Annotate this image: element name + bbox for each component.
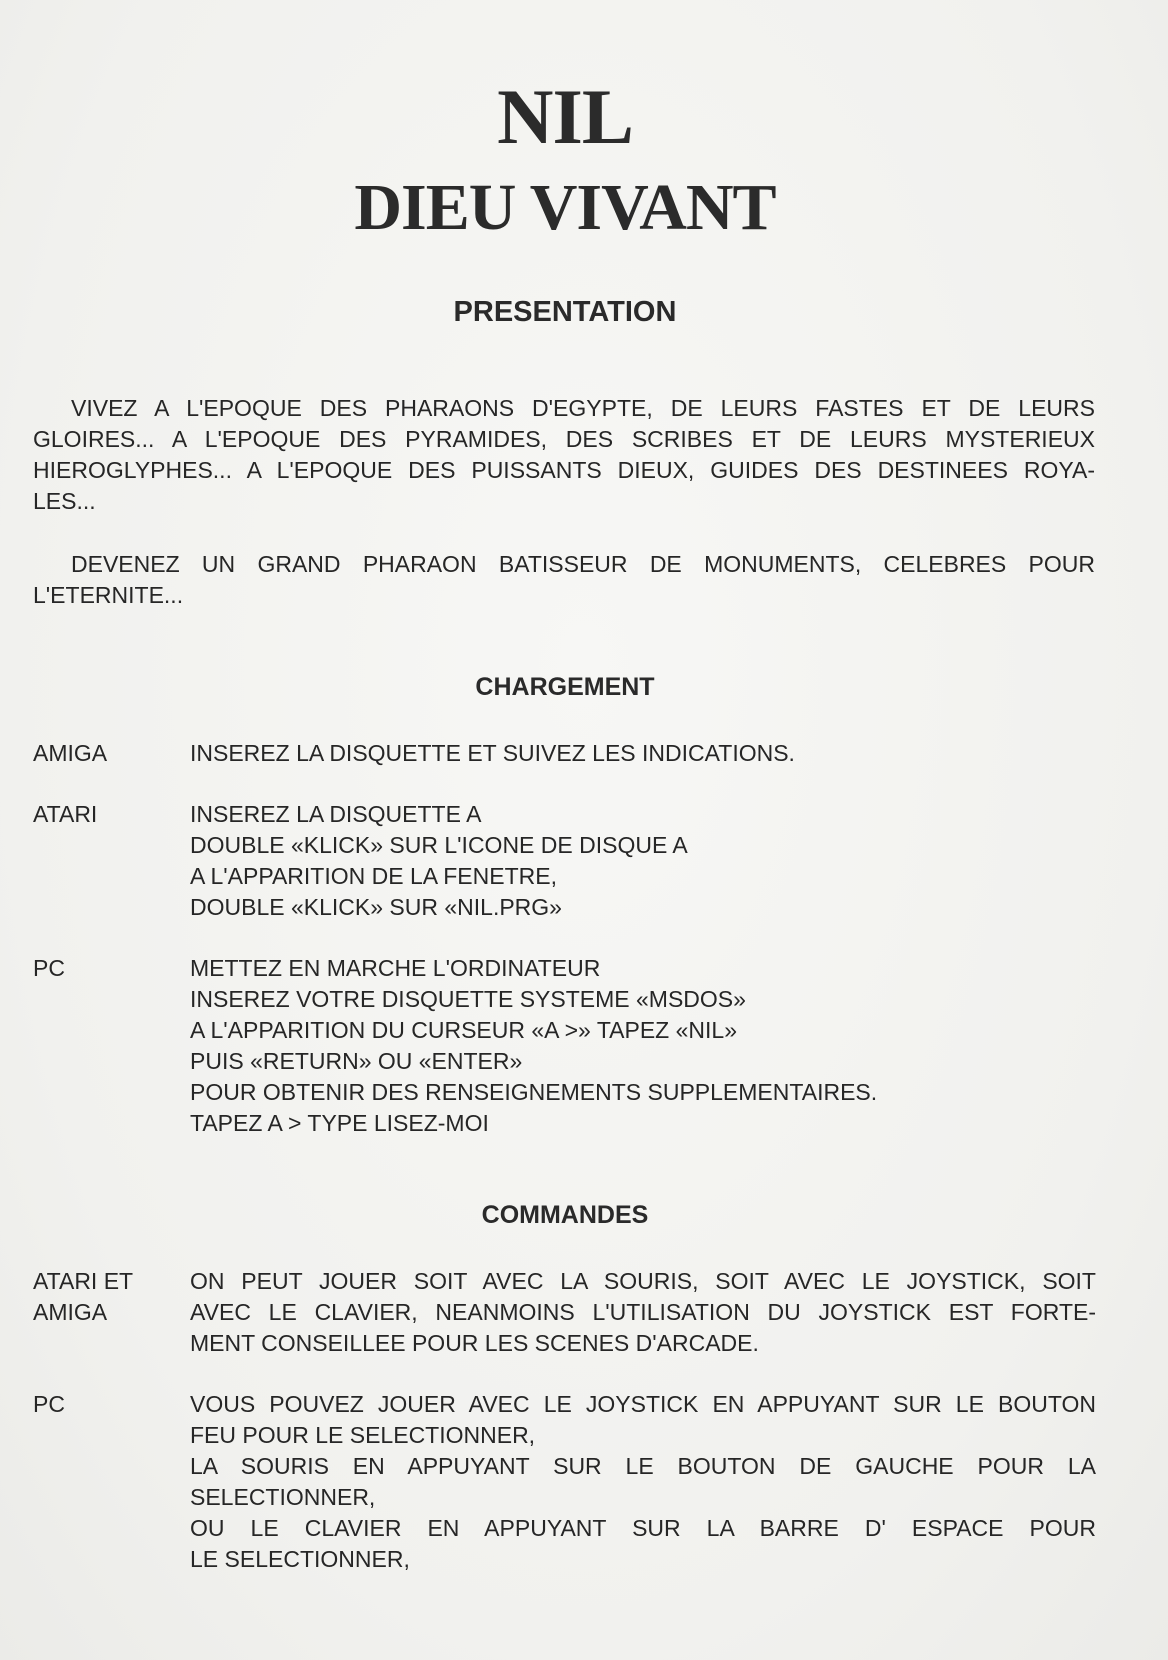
text-line: POUR OBTENIR DES RENSEIGNEMENTS SUPPLEMENTAIRES.: [190, 1079, 878, 1105]
text-line: MENT CONSEILLEE POUR LES SCENES D'ARCADE.: [190, 1330, 759, 1356]
text-line: INSEREZ VOTRE DISQUETTE SYSTEME «MSDOS»: [190, 986, 746, 1012]
label-line: PC: [33, 955, 65, 981]
instruction-text: [190, 1266, 1096, 1359]
text-line: METTEZ EN MARCHE L'ORDINATEUR: [190, 955, 601, 981]
text-line: GLOIRES... A L'EPOQUE DES PYRAMIDES, DES SCRIBES ET DE LEURS MYSTERIEUX: [33, 426, 1095, 452]
label-line: AMIGA: [33, 1299, 108, 1325]
text-line: FEU POUR LE SELECTIONNER,: [190, 1422, 536, 1448]
label-line: ATARI ET: [33, 1268, 134, 1294]
instruction-text: [190, 1389, 1096, 1575]
instruction-text: [190, 799, 1096, 923]
platform-label: [33, 953, 183, 984]
text-line: LES...: [33, 488, 96, 514]
text-line: PUIS «RETURN» OU «ENTER»: [190, 1048, 523, 1074]
presentation-heading: PRESENTATION: [453, 296, 677, 328]
text-line: VOUS POUVEZ JOUER AVEC LE JOYSTICK EN APPUYANT SUR LE BOUTON: [190, 1391, 1096, 1417]
label-line: ATARI: [33, 801, 98, 827]
commandes-heading: COMMANDES: [481, 1201, 649, 1229]
text-line: OU LE CLAVIER EN APPUYANT SUR LA BARRE D' ESPACE POUR: [190, 1515, 1096, 1541]
text-line: SELECTIONNER,: [190, 1484, 376, 1510]
platform-label: [33, 1389, 183, 1420]
text-line: A L'APPARITION DE LA FENETRE,: [190, 863, 557, 889]
presentation-paragraph-1: [33, 393, 1095, 517]
label-line: AMIGA: [33, 740, 108, 766]
text-line: ON PEUT JOUER SOIT AVEC LA SOURIS, SOIT AVEC LE JOYSTICK, SOIT: [190, 1268, 1096, 1294]
text-line: TAPEZ A > TYPE LISEZ-MOI: [190, 1110, 489, 1136]
text-line: INSEREZ LA DISQUETTE ET SUIVEZ LES INDICATIONS.: [190, 740, 795, 766]
text-line: INSEREZ LA DISQUETTE A: [190, 801, 482, 827]
label-line: PC: [33, 1391, 65, 1417]
game-title: NIL: [497, 73, 633, 160]
platform-label: [33, 799, 183, 830]
game-subtitle: DIEU VIVANT: [354, 171, 776, 244]
text-line: L'ETERNITE...: [33, 582, 184, 608]
text-line: VIVEZ A L'EPOQUE DES PHARAONS D'EGYPTE, DE LEURS FASTES ET DE LEURS: [71, 395, 1095, 421]
platform-label: [33, 738, 183, 769]
text-line: LE SELECTIONNER,: [190, 1546, 410, 1572]
chargement-heading: CHARGEMENT: [475, 673, 655, 701]
text-line: DOUBLE «KLICK» SUR L'ICONE DE DISQUE A: [190, 832, 688, 858]
text-line: LA SOURIS EN APPUYANT SUR LE BOUTON DE GAUCHE POUR LA: [190, 1453, 1096, 1479]
presentation-paragraph-2: [33, 549, 1095, 611]
text-line: AVEC LE CLAVIER, NEANMOINS L'UTILISATION DU JOYSTICK EST FORTE-: [190, 1299, 1096, 1325]
text-line: DEVENEZ UN GRAND PHARAON BATISSEUR DE MONUMENTS, CELEBRES POUR: [71, 551, 1095, 577]
text-line: A L'APPARITION DU CURSEUR «A >» TAPEZ «NIL»: [190, 1017, 737, 1043]
text-line: HIEROGLYPHES... A L'EPOQUE DES PUISSANTS DIEUX, GUIDES DES DESTINEES ROYA-: [33, 457, 1095, 483]
platform-label: [33, 1266, 183, 1328]
instruction-text: [190, 953, 1096, 1139]
instruction-text: [190, 738, 1096, 769]
text-line: DOUBLE «KLICK» SUR «NIL.PRG»: [190, 894, 562, 920]
